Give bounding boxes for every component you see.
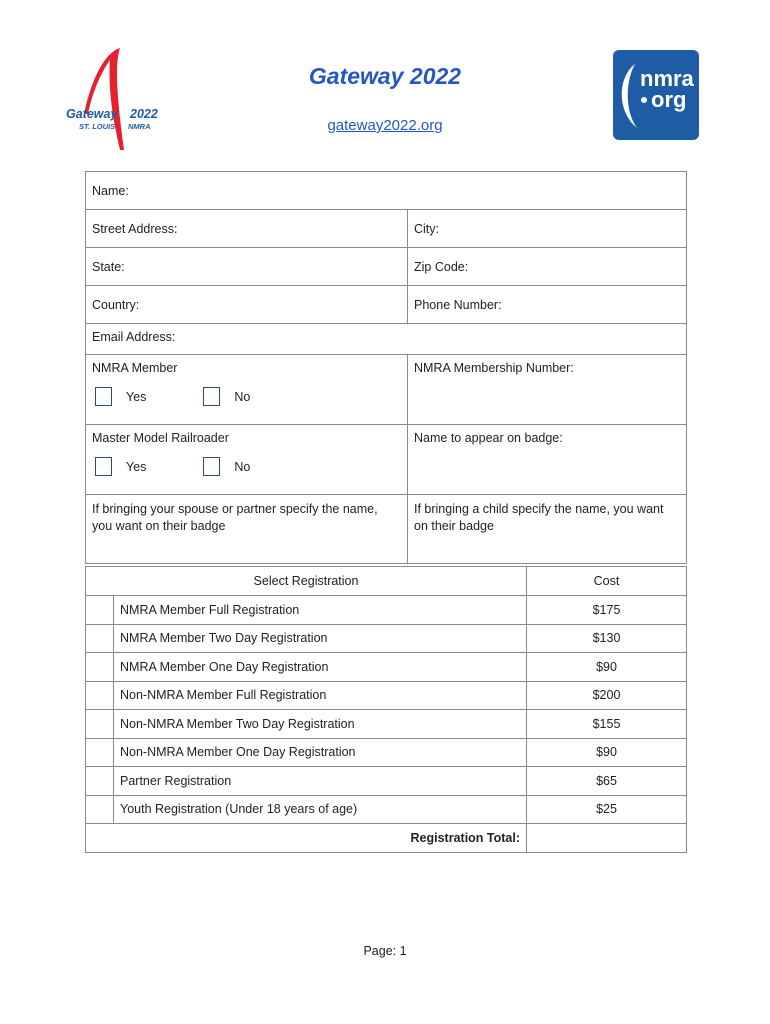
mmr-yes-label: Yes bbox=[126, 459, 147, 474]
registration-cost: $200 bbox=[527, 681, 687, 710]
registration-label: NMRA Member Two Day Registration bbox=[114, 624, 527, 653]
registration-row bbox=[86, 767, 687, 796]
registration-cost: $90 bbox=[527, 738, 687, 767]
registration-label: Partner Registration bbox=[114, 767, 527, 796]
registration-select-cell[interactable] bbox=[86, 738, 114, 767]
mmr-no-checkbox[interactable] bbox=[203, 457, 220, 476]
nmra-member-no-checkbox[interactable] bbox=[203, 387, 220, 406]
cost-header: Cost bbox=[527, 567, 687, 596]
zip-code-field[interactable] bbox=[408, 248, 687, 286]
registration-cost: $65 bbox=[527, 767, 687, 796]
phone-number-field[interactable] bbox=[408, 286, 687, 324]
nmra-membership-number-label: NMRA Membership Number: bbox=[414, 361, 574, 375]
zip-code-label: Zip Code: bbox=[414, 259, 469, 274]
registration-select-cell[interactable] bbox=[86, 710, 114, 739]
nmra-member-yes-checkbox[interactable] bbox=[95, 387, 112, 406]
registration-row bbox=[86, 795, 687, 824]
website-link[interactable]: gateway2022.org bbox=[327, 117, 443, 134]
registration-total-field[interactable] bbox=[527, 824, 687, 853]
nmra-org-logo bbox=[613, 50, 699, 140]
state-field[interactable] bbox=[86, 248, 408, 286]
registration-label: Non-NMRA Member Full Registration bbox=[114, 681, 527, 710]
mmr-no-label: No bbox=[234, 459, 251, 474]
nmra-member-cell bbox=[86, 355, 408, 425]
nmra-member-label: NMRA Member bbox=[92, 361, 178, 375]
country-field[interactable] bbox=[86, 286, 408, 324]
phone-number-label: Phone Number: bbox=[414, 297, 502, 312]
nmra-member-no-label: No bbox=[234, 389, 251, 404]
page-title: Gateway 2022 bbox=[308, 63, 462, 89]
name-field[interactable] bbox=[86, 172, 687, 210]
registration-label: NMRA Member One Day Registration bbox=[114, 653, 527, 682]
mmr-cell bbox=[86, 425, 408, 495]
registration-select-cell[interactable] bbox=[86, 596, 114, 625]
child-badge-field[interactable] bbox=[408, 495, 687, 564]
city-field[interactable] bbox=[408, 210, 687, 248]
gateway-2022-logo bbox=[62, 46, 172, 152]
logo-gateway-text: Gateway bbox=[66, 107, 118, 121]
registration-select-cell[interactable] bbox=[86, 653, 114, 682]
select-registration-header: Select Registration bbox=[86, 567, 527, 596]
logo-city-text: ST. LOUIS bbox=[79, 122, 116, 131]
registration-cost: $90 bbox=[527, 653, 687, 682]
badge-name-field[interactable] bbox=[408, 425, 687, 495]
logo-org-text: NMRA bbox=[128, 122, 151, 131]
spouse-badge-field[interactable] bbox=[86, 495, 408, 564]
registration-label: Non-NMRA Member Two Day Registration bbox=[114, 710, 527, 739]
registration-row bbox=[86, 710, 687, 739]
logo-org-text-right: org bbox=[651, 87, 687, 112]
attendee-info-table bbox=[85, 171, 687, 564]
mmr-yes-checkbox[interactable] bbox=[95, 457, 112, 476]
registration-select-cell[interactable] bbox=[86, 767, 114, 796]
spouse-badge-label: If bringing your spouse or partner specify the name, you want on their badge bbox=[92, 502, 378, 533]
registration-row bbox=[86, 681, 687, 710]
registration-row bbox=[86, 653, 687, 682]
registration-row bbox=[86, 596, 687, 625]
nmra-membership-number-field[interactable] bbox=[408, 355, 687, 425]
page-number: Page: 1 bbox=[363, 944, 407, 958]
registration-cost: $155 bbox=[527, 710, 687, 739]
registration-row bbox=[86, 738, 687, 767]
registration-label: Youth Registration (Under 18 years of age) bbox=[114, 795, 527, 824]
logo-nmra-text: nmra bbox=[640, 66, 694, 91]
registration-rows bbox=[86, 596, 687, 824]
registration-label: Non-NMRA Member One Day Registration bbox=[114, 738, 527, 767]
logo-year-text: 2022 bbox=[130, 107, 158, 121]
street-address-field[interactable] bbox=[86, 210, 408, 248]
registration-cost: $130 bbox=[527, 624, 687, 653]
registration-cost: $25 bbox=[527, 795, 687, 824]
nmra-member-options bbox=[92, 387, 401, 406]
state-label: State: bbox=[92, 259, 125, 274]
registration-select-cell[interactable] bbox=[86, 795, 114, 824]
mmr-label: Master Model Railroader bbox=[92, 431, 229, 445]
registration-select-cell[interactable] bbox=[86, 624, 114, 653]
city-label: City: bbox=[414, 221, 439, 236]
registration-select-cell[interactable] bbox=[86, 681, 114, 710]
registration-table bbox=[85, 566, 687, 853]
mmr-options bbox=[92, 457, 401, 476]
email-address-field[interactable] bbox=[86, 324, 687, 355]
country-label: Country: bbox=[92, 297, 140, 312]
registration-cost: $175 bbox=[527, 596, 687, 625]
nmra-member-yes-label: Yes bbox=[126, 389, 147, 404]
email-address-label: Email Address: bbox=[92, 330, 176, 344]
registration-row bbox=[86, 624, 687, 653]
child-badge-label: If bringing a child specify the name, you want on their badge bbox=[414, 502, 664, 533]
registration-total-label: Registration Total: bbox=[86, 824, 527, 853]
name-label: Name: bbox=[92, 183, 129, 198]
badge-name-label: Name to appear on badge: bbox=[414, 431, 563, 445]
street-address-label: Street Address: bbox=[92, 221, 178, 236]
registration-label: NMRA Member Full Registration bbox=[114, 596, 527, 625]
logo-dot-icon bbox=[641, 97, 647, 103]
